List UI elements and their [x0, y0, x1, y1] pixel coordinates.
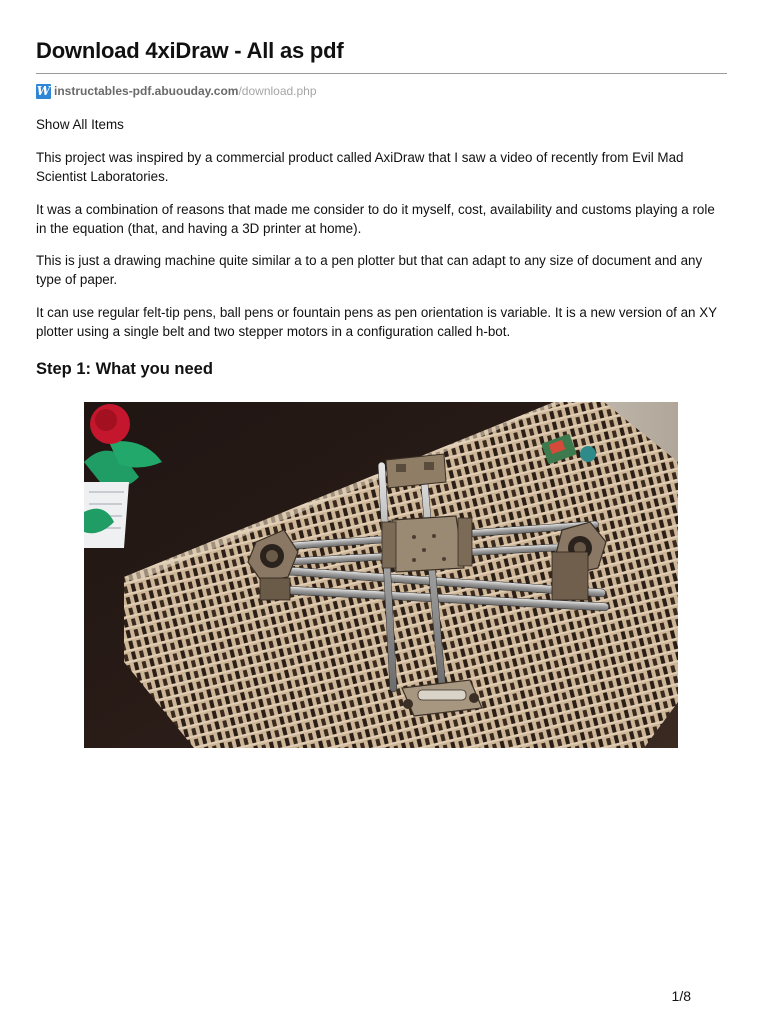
- source-line: [36, 81, 317, 101]
- reasons-paragraph: It was a combination of reasons that made me consider to do it myself, cost, availability and customs playing a role in the equation (that, and having a 3D printer at home).: [36, 202, 715, 236]
- document-page: [36, 0, 727, 1024]
- description-paragraph: This is just a drawing machine quite similar a to a pen plotter but that can adapt to any size of document and any type of paper.: [36, 253, 703, 287]
- document-title: Download 4xiDraw - All as pdf: [36, 38, 344, 63]
- source-path-link[interactable]: /download.php: [238, 84, 317, 98]
- title-divider: [36, 73, 727, 74]
- page-number: 1/8: [671, 988, 691, 1004]
- plotter-photo: [84, 402, 678, 748]
- source-domain-link[interactable]: instructables-pdf.abuouday.com: [54, 84, 239, 98]
- wordpress-w-icon: W: [36, 83, 51, 98]
- pens-paragraph: It can use regular felt-tip pens, ball pens or fountain pens as pen orientation is variable. It is a new version of an XY plotter using a single belt and two stepper motors in a configuration called h-bot.: [36, 305, 717, 339]
- show-all-items-text: Show All Items: [36, 117, 124, 132]
- step-1-heading: Step 1: What you need: [36, 360, 213, 378]
- intro-paragraph: This project was inspired by a commercial product called AxiDraw that I saw a video of recently from Evil Mad Scientist Laboratories.: [36, 150, 684, 184]
